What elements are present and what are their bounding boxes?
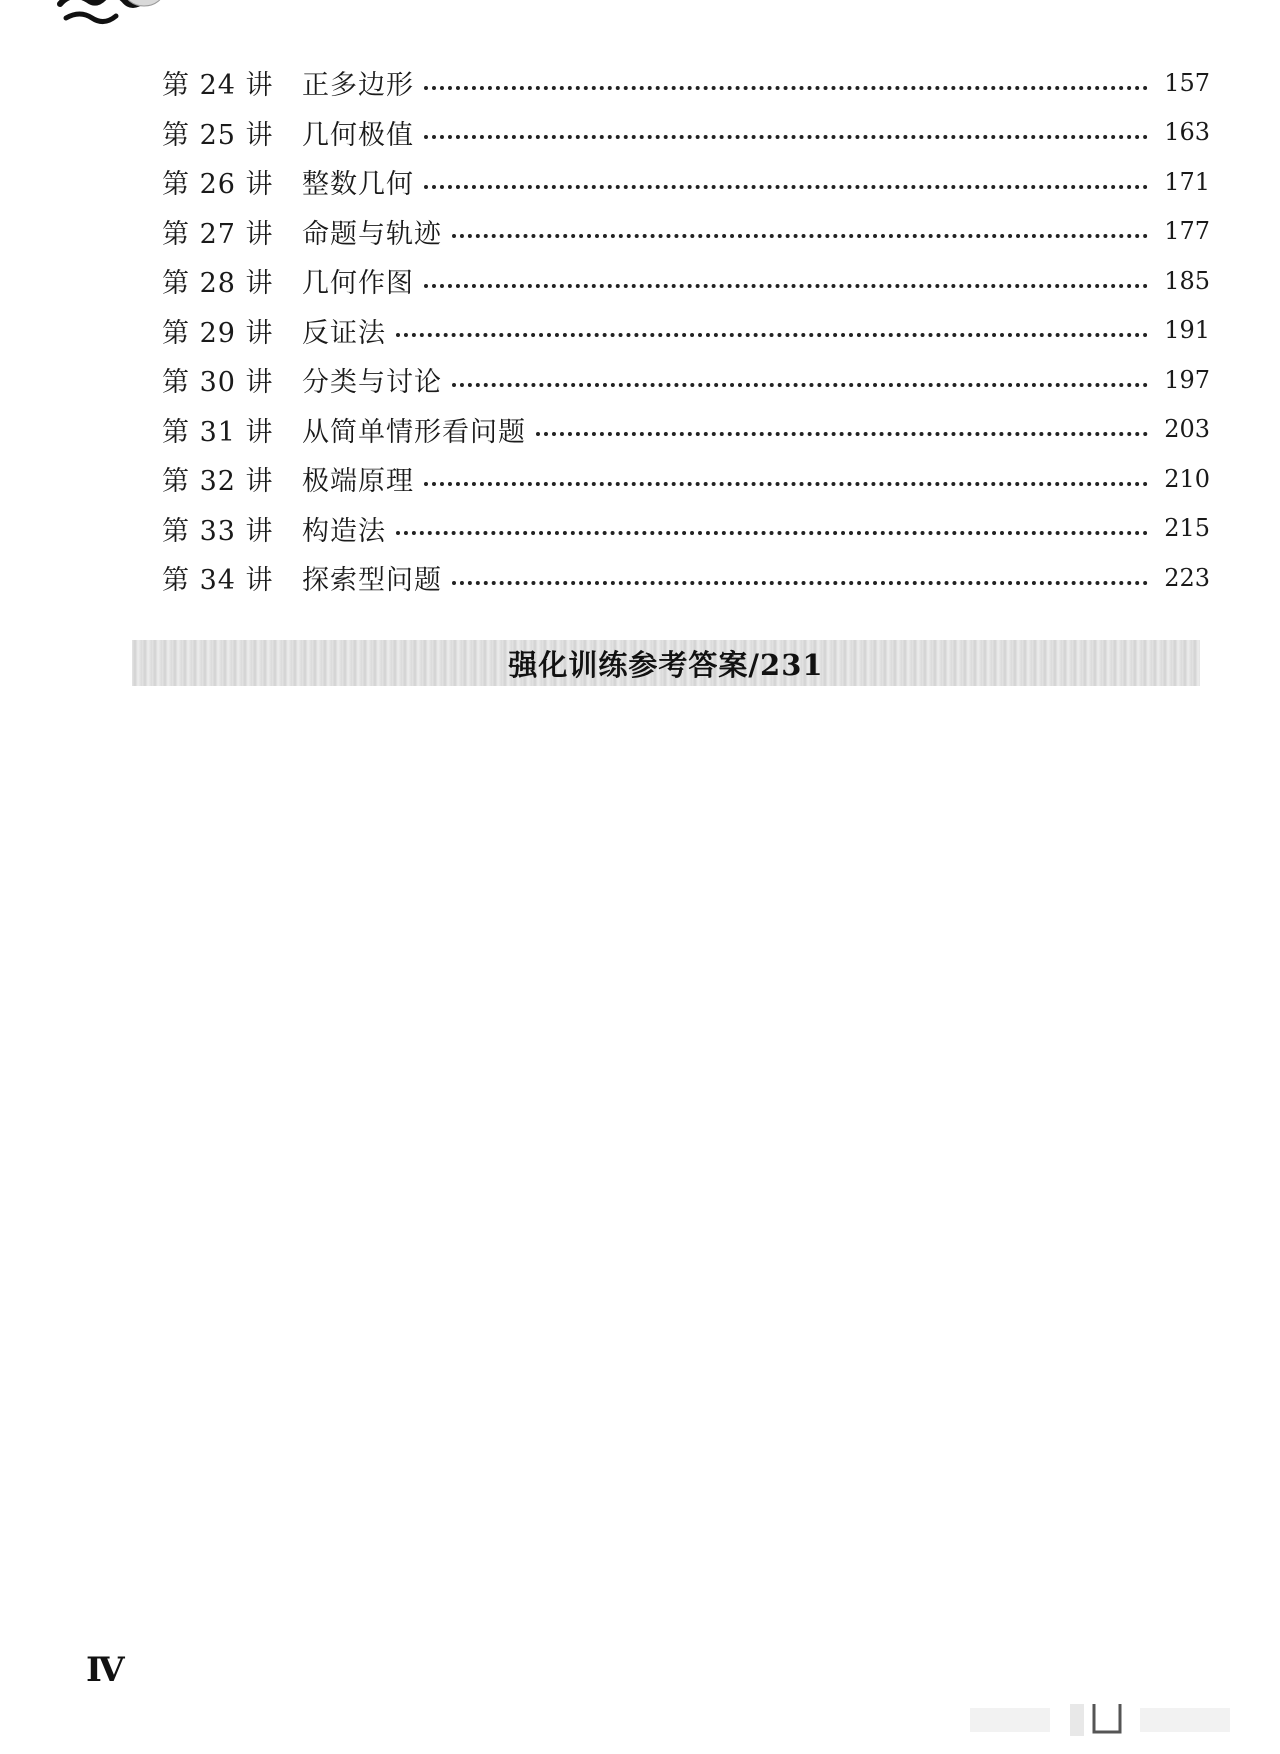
lecture-number: 第 33 讲 [162,515,274,547]
dot-leader [424,284,1148,288]
toc-entry[interactable] [162,207,1210,257]
page-reference: 191 [1164,316,1210,345]
page-reference: 171 [1164,167,1210,196]
lecture-number: 第 32 讲 [162,466,274,498]
lecture-title: 从简单情形看问题 [302,416,526,448]
toc-entry[interactable] [162,504,1210,554]
scan-watermark-icon [970,1700,1240,1740]
lecture-number: 第 30 讲 [162,367,274,399]
dot-leader [424,135,1148,139]
dot-leader [396,333,1148,337]
lecture-number: 第 31 讲 [162,416,274,448]
lecture-title: 几何极值 [302,119,414,151]
toc-entry[interactable] [162,108,1210,158]
lecture-title: 几何作图 [302,268,414,300]
page-reference: 215 [1164,514,1210,543]
lecture-number: 第 29 讲 [162,317,274,349]
toc-entry[interactable] [162,454,1210,504]
lecture-number: 第 34 讲 [162,565,274,597]
page-reference: 157 [1164,68,1210,97]
lecture-number: 第 24 讲 [162,70,274,102]
dot-leader [452,383,1148,387]
toc-entry[interactable] [162,553,1210,603]
lecture-title: 探索型问题 [302,565,442,597]
lecture-title: 构造法 [302,515,386,547]
dot-leader [452,234,1148,238]
page-reference: 203 [1164,415,1210,444]
lecture-title: 分类与讨论 [302,367,442,399]
lecture-number: 第 25 讲 [162,119,274,151]
corner-ornament-icon [52,0,162,30]
lecture-number: 第 26 讲 [162,169,274,201]
toc-entry[interactable] [162,306,1210,356]
dot-leader [424,482,1148,486]
lecture-title: 正多边形 [302,70,414,102]
toc-entry[interactable] [162,58,1210,108]
toc-entry[interactable] [162,405,1210,455]
page-reference: 185 [1164,266,1210,295]
dot-leader [424,86,1148,90]
lecture-number: 第 27 讲 [162,218,274,250]
dot-leader [452,581,1148,585]
lecture-number: 第 28 讲 [162,268,274,300]
page-reference: 163 [1164,118,1210,147]
toc-entry[interactable] [162,157,1210,207]
lecture-title: 极端原理 [302,466,414,498]
page-reference: 210 [1164,464,1210,493]
lecture-title: 命题与轨迹 [302,218,442,250]
answer-section-label: 强化训练参考答案/231 [508,647,824,682]
dot-leader [424,185,1148,189]
dot-leader [396,531,1148,535]
answer-section-banner[interactable] [132,640,1200,686]
page-reference: 177 [1164,217,1210,246]
lecture-title: 整数几何 [302,169,414,201]
page-number: Ⅳ [86,1652,125,1689]
toc-entry[interactable] [162,355,1210,405]
lecture-title: 反证法 [302,317,386,349]
dot-leader [536,432,1148,436]
page-reference: 197 [1164,365,1210,394]
page-reference: 223 [1164,563,1210,592]
table-of-contents [162,58,1210,603]
toc-entry[interactable] [162,256,1210,306]
